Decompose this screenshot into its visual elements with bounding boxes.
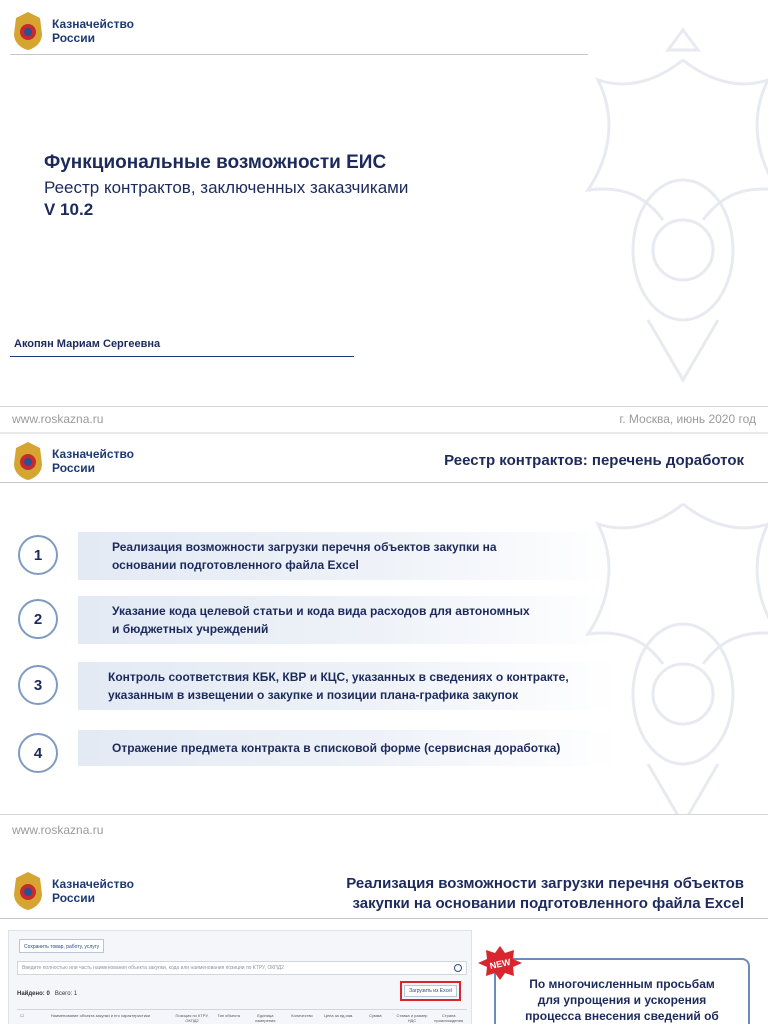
info-note: По многочисленным просьбам для упрощения и ускорения процесса внесения сведений об	[494, 958, 750, 1024]
coat-of-arms-icon	[10, 10, 46, 52]
eagle-watermark-icon	[568, 464, 768, 840]
brand-line2: России	[52, 461, 95, 475]
coat-of-arms-icon	[10, 440, 46, 482]
upload-from-excel-button[interactable]: Загрузить из Excel	[404, 985, 457, 997]
item-number-badge: 3	[18, 665, 58, 705]
item-text: Контроль соответствия КБК, КВР и КЦС, указанных в сведениях о контракте, указанным в извещении о закупке и позиции плана-графика закупок	[78, 662, 618, 710]
version-label: V 10.2	[44, 200, 94, 219]
search-icon[interactable]	[454, 964, 462, 972]
header-divider	[0, 482, 768, 483]
brand-line2: России	[52, 891, 95, 905]
brand-line1: Казначейство	[52, 17, 134, 31]
eis-form-screenshot	[8, 930, 472, 1024]
coat-of-arms-icon	[10, 870, 46, 912]
footer-website: www.roskazna.ru	[12, 823, 104, 837]
slide-footer	[0, 406, 768, 428]
brand-line2: России	[52, 31, 95, 45]
header-divider	[0, 918, 768, 919]
eagle-watermark-icon	[568, 20, 768, 400]
save-item-button[interactable]: Сохранить товар, работу, услугу	[19, 939, 104, 953]
brand-line1: Казначейство	[52, 877, 134, 891]
title-slide	[0, 0, 768, 432]
brand-logo	[10, 870, 134, 912]
slide-title: Функциональные возможности ЕИС	[44, 152, 387, 173]
list-item	[18, 662, 618, 710]
footer-website: www.roskazna.ru	[12, 412, 104, 426]
slide-subtitle: Реестр контрактов, заключенных заказчиками	[44, 178, 409, 197]
new-badge-label: NEW	[488, 956, 512, 972]
slide-footer	[0, 814, 768, 840]
footer-place-date: г. Москва, июнь 2020 год	[619, 412, 756, 426]
slide-title: Реализация возможности загрузки перечня объектов закупки на основании подготовленного файла Excel	[346, 875, 744, 912]
select-all-checkbox[interactable]: ☐	[20, 1013, 24, 1018]
table-header: ☐ Наименование объекта закупки и его характеристики Позиция по КТРУ, ОКПД2 Тип объекта Единица измерения Количество Цена за ед.изм. Сумма Ставка и размер НДС Страна происхождения	[17, 1009, 467, 1024]
author-name: Акопян Мариам Сергеевна	[14, 338, 161, 350]
item-number-badge: 4	[18, 733, 58, 773]
list-item	[18, 532, 618, 580]
brand-logo	[10, 440, 134, 482]
improvements-slide	[0, 434, 768, 840]
list-item	[18, 730, 618, 778]
list-item	[18, 596, 618, 644]
result-counts: Найдено: 0 Всего: 1	[17, 991, 78, 997]
slide-title: Реестр контрактов: перечень доработок	[444, 452, 744, 469]
author-underline	[10, 356, 354, 357]
excel-upload-slide	[0, 840, 768, 1024]
new-badge-icon	[478, 946, 522, 980]
item-number-badge: 1	[18, 535, 58, 575]
item-text: Реализация возможности загрузки перечня объектов закупки на основании подготовленного файла Excel	[78, 532, 618, 580]
brand-line1: Казначейство	[52, 447, 134, 461]
item-number-badge: 2	[18, 599, 58, 639]
item-text: Указание кода целевой статьи и кода вида расходов для автономных и бюджетных учреждений	[78, 596, 618, 644]
item-text: Отражение предмета контракта в списковой форме (сервисная доработка)	[78, 730, 618, 766]
search-input[interactable]: Введите полностью или часть наименования объекта закупки, кода или наименования позиции по КТРУ, ОКПД2	[17, 961, 467, 975]
header-divider	[10, 54, 588, 55]
brand-logo	[10, 10, 134, 52]
